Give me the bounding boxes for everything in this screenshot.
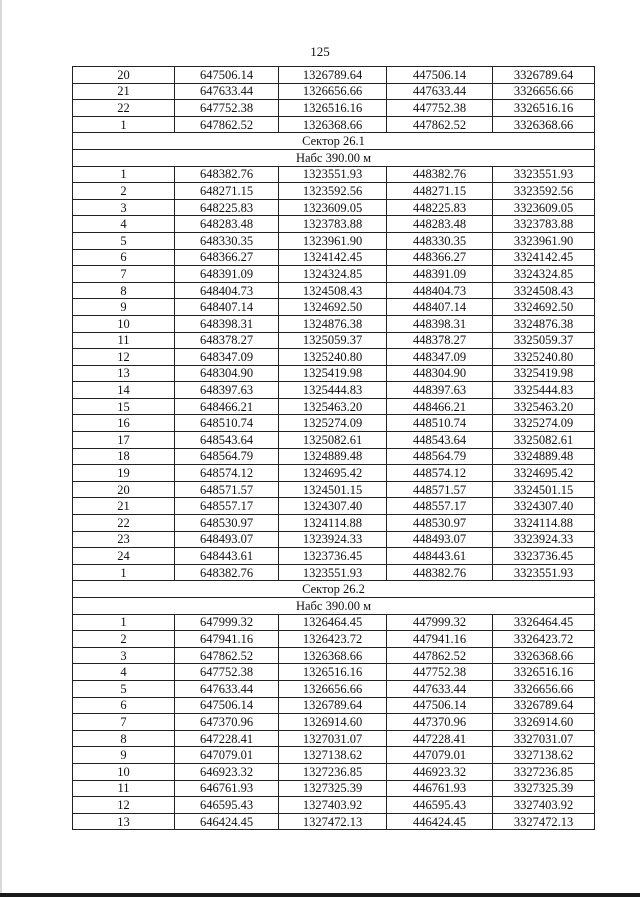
table-row [73,548,595,565]
point-number-cell: 20 [73,67,175,84]
y-local-cell: 3324142.45 [493,249,595,266]
sector-header-row [73,149,595,166]
y-local-cell: 3323609.05 [493,199,595,216]
y-coordinate-cell: 1323551.93 [279,564,387,581]
point-number-cell: 10 [73,315,175,332]
table-row [73,432,595,449]
x-local-cell: 448404.73 [387,282,493,299]
y-coordinate-cell: 1323961.90 [279,232,387,249]
table-row [73,299,595,316]
y-coordinate-cell: 1324695.42 [279,465,387,482]
table-row [73,564,595,581]
y-coordinate-cell: 1324142.45 [279,249,387,266]
point-number-cell: 17 [73,432,175,449]
x-local-cell: 447862.52 [387,647,493,664]
table-row [73,797,595,814]
x-coordinate-cell: 647941.16 [175,631,279,648]
x-local-cell: 447506.14 [387,67,493,84]
point-number-cell: 18 [73,448,175,465]
x-local-cell: 448366.27 [387,249,493,266]
y-coordinate-cell: 1325240.80 [279,349,387,366]
sector-title: Сектор 26.1 [73,133,595,150]
y-local-cell: 3327236.85 [493,763,595,780]
y-coordinate-cell: 1327138.62 [279,747,387,764]
x-coordinate-cell: 647862.52 [175,647,279,664]
x-coordinate-cell: 648347.09 [175,349,279,366]
x-coordinate-cell: 648564.79 [175,448,279,465]
y-coordinate-cell: 1324889.48 [279,448,387,465]
x-coordinate-cell: 647752.38 [175,100,279,117]
point-number-cell: 1 [73,116,175,133]
point-number-cell: 13 [73,365,175,382]
x-local-cell: 448510.74 [387,415,493,432]
x-local-cell: 448225.83 [387,199,493,216]
x-local-cell: 446761.93 [387,780,493,797]
y-coordinate-cell: 1326423.72 [279,631,387,648]
sector-height: Набс 390.00 м [73,149,595,166]
y-coordinate-cell: 1325463.20 [279,398,387,415]
point-number-cell: 22 [73,100,175,117]
point-number-cell: 7 [73,266,175,283]
y-local-cell: 3323551.93 [493,166,595,183]
x-local-cell: 448283.48 [387,216,493,233]
x-coordinate-cell: 648574.12 [175,465,279,482]
x-local-cell: 448271.15 [387,183,493,200]
table-row [73,481,595,498]
x-local-cell: 446595.43 [387,797,493,814]
y-local-cell: 3324876.38 [493,315,595,332]
y-local-cell: 3323592.56 [493,183,595,200]
point-number-cell: 6 [73,249,175,266]
y-coordinate-cell: 1327472.13 [279,813,387,830]
x-local-cell: 448466.21 [387,398,493,415]
y-coordinate-cell: 1324114.88 [279,515,387,532]
y-coordinate-cell: 1323592.56 [279,183,387,200]
x-coordinate-cell: 646923.32 [175,763,279,780]
y-local-cell: 3326368.66 [493,116,595,133]
sector-height: Набс 390.00 м [73,598,595,615]
table-row [73,100,595,117]
table-row [73,747,595,764]
y-coordinate-cell: 1326516.16 [279,100,387,117]
y-coordinate-cell: 1324508.43 [279,282,387,299]
point-number-cell: 3 [73,199,175,216]
y-local-cell: 3326656.66 [493,83,595,100]
y-coordinate-cell: 1327403.92 [279,797,387,814]
y-coordinate-cell: 1324307.40 [279,498,387,515]
x-coordinate-cell: 648225.83 [175,199,279,216]
table-row [73,631,595,648]
x-coordinate-cell: 648466.21 [175,398,279,415]
x-coordinate-cell: 648378.27 [175,332,279,349]
coordinates-table [72,66,595,830]
point-number-cell: 12 [73,797,175,814]
x-coordinate-cell: 647370.96 [175,714,279,731]
scan-left-edge [0,0,2,897]
x-coordinate-cell: 648330.35 [175,232,279,249]
y-local-cell: 3324692.50 [493,299,595,316]
y-coordinate-cell: 1326368.66 [279,647,387,664]
point-number-cell: 22 [73,515,175,532]
table-row [73,266,595,283]
x-coordinate-cell: 646761.93 [175,780,279,797]
point-number-cell: 21 [73,83,175,100]
y-local-cell: 3326516.16 [493,664,595,681]
point-number-cell: 23 [73,531,175,548]
point-number-cell: 21 [73,498,175,515]
x-local-cell: 448391.09 [387,266,493,283]
y-coordinate-cell: 1326789.64 [279,67,387,84]
x-local-cell: 446923.32 [387,763,493,780]
x-coordinate-cell: 648382.76 [175,166,279,183]
point-number-cell: 24 [73,548,175,565]
x-local-cell: 448557.17 [387,498,493,515]
coordinates-table-body [73,67,595,830]
y-coordinate-cell: 1325444.83 [279,382,387,399]
x-coordinate-cell: 647633.44 [175,680,279,697]
point-number-cell: 9 [73,299,175,316]
x-local-cell: 447228.41 [387,730,493,747]
point-number-cell: 4 [73,664,175,681]
y-coordinate-cell: 1327325.39 [279,780,387,797]
point-number-cell: 3 [73,647,175,664]
x-coordinate-cell: 647752.38 [175,664,279,681]
x-local-cell: 448543.64 [387,432,493,449]
y-coordinate-cell: 1323609.05 [279,199,387,216]
x-coordinate-cell: 647862.52 [175,116,279,133]
table-row [73,282,595,299]
y-local-cell: 3327325.39 [493,780,595,797]
table-row [73,67,595,84]
y-local-cell: 3324508.43 [493,282,595,299]
x-local-cell: 448574.12 [387,465,493,482]
table-row [73,199,595,216]
y-local-cell: 3327138.62 [493,747,595,764]
table-row [73,332,595,349]
point-number-cell: 8 [73,730,175,747]
x-coordinate-cell: 648543.64 [175,432,279,449]
point-number-cell: 1 [73,564,175,581]
x-local-cell: 447370.96 [387,714,493,731]
x-local-cell: 448397.63 [387,382,493,399]
y-coordinate-cell: 1327031.07 [279,730,387,747]
x-coordinate-cell: 647228.41 [175,730,279,747]
x-local-cell: 447633.44 [387,83,493,100]
y-coordinate-cell: 1323551.93 [279,166,387,183]
y-local-cell: 3325463.20 [493,398,595,415]
table-row [73,382,595,399]
x-local-cell: 447752.38 [387,100,493,117]
x-coordinate-cell: 648397.63 [175,382,279,399]
x-local-cell: 448347.09 [387,349,493,366]
table-row [73,730,595,747]
point-number-cell: 11 [73,332,175,349]
y-local-cell: 3326464.45 [493,614,595,631]
y-local-cell: 3323783.88 [493,216,595,233]
x-coordinate-cell: 647633.44 [175,83,279,100]
table-row [73,349,595,366]
y-coordinate-cell: 1324501.15 [279,481,387,498]
table-row [73,664,595,681]
y-coordinate-cell: 1323736.45 [279,548,387,565]
y-local-cell: 3325240.80 [493,349,595,366]
scan-bottom-edge [0,893,640,897]
x-coordinate-cell: 648271.15 [175,183,279,200]
point-number-cell: 11 [73,780,175,797]
y-local-cell: 3326423.72 [493,631,595,648]
y-local-cell: 3324324.85 [493,266,595,283]
x-coordinate-cell: 648391.09 [175,266,279,283]
y-local-cell: 3324695.42 [493,465,595,482]
table-row [73,465,595,482]
y-coordinate-cell: 1324324.85 [279,266,387,283]
y-coordinate-cell: 1323783.88 [279,216,387,233]
y-coordinate-cell: 1327236.85 [279,763,387,780]
y-local-cell: 3325274.09 [493,415,595,432]
y-local-cell: 3324501.15 [493,481,595,498]
y-coordinate-cell: 1324876.38 [279,315,387,332]
y-local-cell: 3325419.98 [493,365,595,382]
table-row [73,249,595,266]
y-local-cell: 3325082.61 [493,432,595,449]
table-row [73,116,595,133]
point-number-cell: 12 [73,349,175,366]
y-coordinate-cell: 1326464.45 [279,614,387,631]
point-number-cell: 2 [73,631,175,648]
y-coordinate-cell: 1326914.60 [279,714,387,731]
y-local-cell: 3325444.83 [493,382,595,399]
y-local-cell: 3326656.66 [493,680,595,697]
x-local-cell: 447079.01 [387,747,493,764]
point-number-cell: 9 [73,747,175,764]
table-row [73,415,595,432]
point-number-cell: 4 [73,216,175,233]
point-number-cell: 13 [73,813,175,830]
x-coordinate-cell: 648571.57 [175,481,279,498]
table-row [73,166,595,183]
y-coordinate-cell: 1325419.98 [279,365,387,382]
x-coordinate-cell: 648510.74 [175,415,279,432]
y-local-cell: 3326368.66 [493,647,595,664]
table-row [73,232,595,249]
y-coordinate-cell: 1325059.37 [279,332,387,349]
y-coordinate-cell: 1323924.33 [279,531,387,548]
point-number-cell: 6 [73,697,175,714]
x-coordinate-cell: 648283.48 [175,216,279,233]
table-row [73,780,595,797]
y-local-cell: 3323736.45 [493,548,595,565]
y-coordinate-cell: 1326789.64 [279,697,387,714]
x-local-cell: 448407.14 [387,299,493,316]
x-local-cell: 447941.16 [387,631,493,648]
table-row [73,763,595,780]
y-coordinate-cell: 1326656.66 [279,83,387,100]
y-local-cell: 3326516.16 [493,100,595,117]
x-local-cell: 448571.57 [387,481,493,498]
y-local-cell: 3327472.13 [493,813,595,830]
x-coordinate-cell: 647079.01 [175,747,279,764]
point-number-cell: 10 [73,763,175,780]
point-number-cell: 14 [73,382,175,399]
y-local-cell: 3326914.60 [493,714,595,731]
x-coordinate-cell: 648530.97 [175,515,279,532]
x-local-cell: 448382.76 [387,564,493,581]
table-row [73,714,595,731]
x-local-cell: 448382.76 [387,166,493,183]
table-row [73,614,595,631]
point-number-cell: 2 [73,183,175,200]
point-number-cell: 5 [73,680,175,697]
y-local-cell: 3325059.37 [493,332,595,349]
point-number-cell: 7 [73,714,175,731]
x-local-cell: 447862.52 [387,116,493,133]
x-local-cell: 447633.44 [387,680,493,697]
y-local-cell: 3324307.40 [493,498,595,515]
x-local-cell: 447752.38 [387,664,493,681]
table-row [73,697,595,714]
x-local-cell: 448564.79 [387,448,493,465]
x-local-cell: 447999.32 [387,614,493,631]
point-number-cell: 1 [73,614,175,631]
table-row [73,365,595,382]
point-number-cell: 5 [73,232,175,249]
y-coordinate-cell: 1324692.50 [279,299,387,316]
x-coordinate-cell: 648557.17 [175,498,279,515]
x-coordinate-cell: 648366.27 [175,249,279,266]
y-coordinate-cell: 1326516.16 [279,664,387,681]
table-row [73,216,595,233]
point-number-cell: 19 [73,465,175,482]
x-local-cell: 448378.27 [387,332,493,349]
x-coordinate-cell: 648382.76 [175,564,279,581]
x-local-cell: 448443.61 [387,548,493,565]
x-local-cell: 446424.45 [387,813,493,830]
x-local-cell: 448304.90 [387,365,493,382]
table-row [73,183,595,200]
x-local-cell: 448493.07 [387,531,493,548]
y-coordinate-cell: 1326368.66 [279,116,387,133]
table-row [73,83,595,100]
point-number-cell: 8 [73,282,175,299]
y-coordinate-cell: 1326656.66 [279,680,387,697]
x-coordinate-cell: 647506.14 [175,697,279,714]
point-number-cell: 20 [73,481,175,498]
y-local-cell: 3323961.90 [493,232,595,249]
x-coordinate-cell: 648493.07 [175,531,279,548]
y-coordinate-cell: 1325274.09 [279,415,387,432]
x-coordinate-cell: 646595.43 [175,797,279,814]
y-local-cell: 3324114.88 [493,515,595,532]
x-coordinate-cell: 648407.14 [175,299,279,316]
table-row [73,813,595,830]
x-coordinate-cell: 647506.14 [175,67,279,84]
y-local-cell: 3327031.07 [493,730,595,747]
point-number-cell: 16 [73,415,175,432]
y-local-cell: 3324889.48 [493,448,595,465]
y-local-cell: 3326789.64 [493,67,595,84]
y-local-cell: 3327403.92 [493,797,595,814]
point-number-cell: 1 [73,166,175,183]
x-coordinate-cell: 648398.31 [175,315,279,332]
y-local-cell: 3323551.93 [493,564,595,581]
table-row [73,531,595,548]
table-row [73,398,595,415]
x-coordinate-cell: 646424.45 [175,813,279,830]
page-number: 125 [310,44,330,59]
sector-header-row [73,133,595,150]
table-row [73,515,595,532]
table-row [73,680,595,697]
x-coordinate-cell: 648304.90 [175,365,279,382]
y-coordinate-cell: 1325082.61 [279,432,387,449]
x-local-cell: 448530.97 [387,515,493,532]
x-local-cell: 448330.35 [387,232,493,249]
x-coordinate-cell: 647999.32 [175,614,279,631]
table-row [73,315,595,332]
x-coordinate-cell: 648443.61 [175,548,279,565]
y-local-cell: 3326789.64 [493,697,595,714]
x-local-cell: 448398.31 [387,315,493,332]
y-local-cell: 3323924.33 [493,531,595,548]
x-local-cell: 447506.14 [387,697,493,714]
sector-header-row [73,581,595,598]
point-number-cell: 15 [73,398,175,415]
sector-title: Сектор 26.2 [73,581,595,598]
sector-header-row [73,598,595,615]
table-row [73,498,595,515]
x-coordinate-cell: 648404.73 [175,282,279,299]
table-row [73,448,595,465]
table-row [73,647,595,664]
